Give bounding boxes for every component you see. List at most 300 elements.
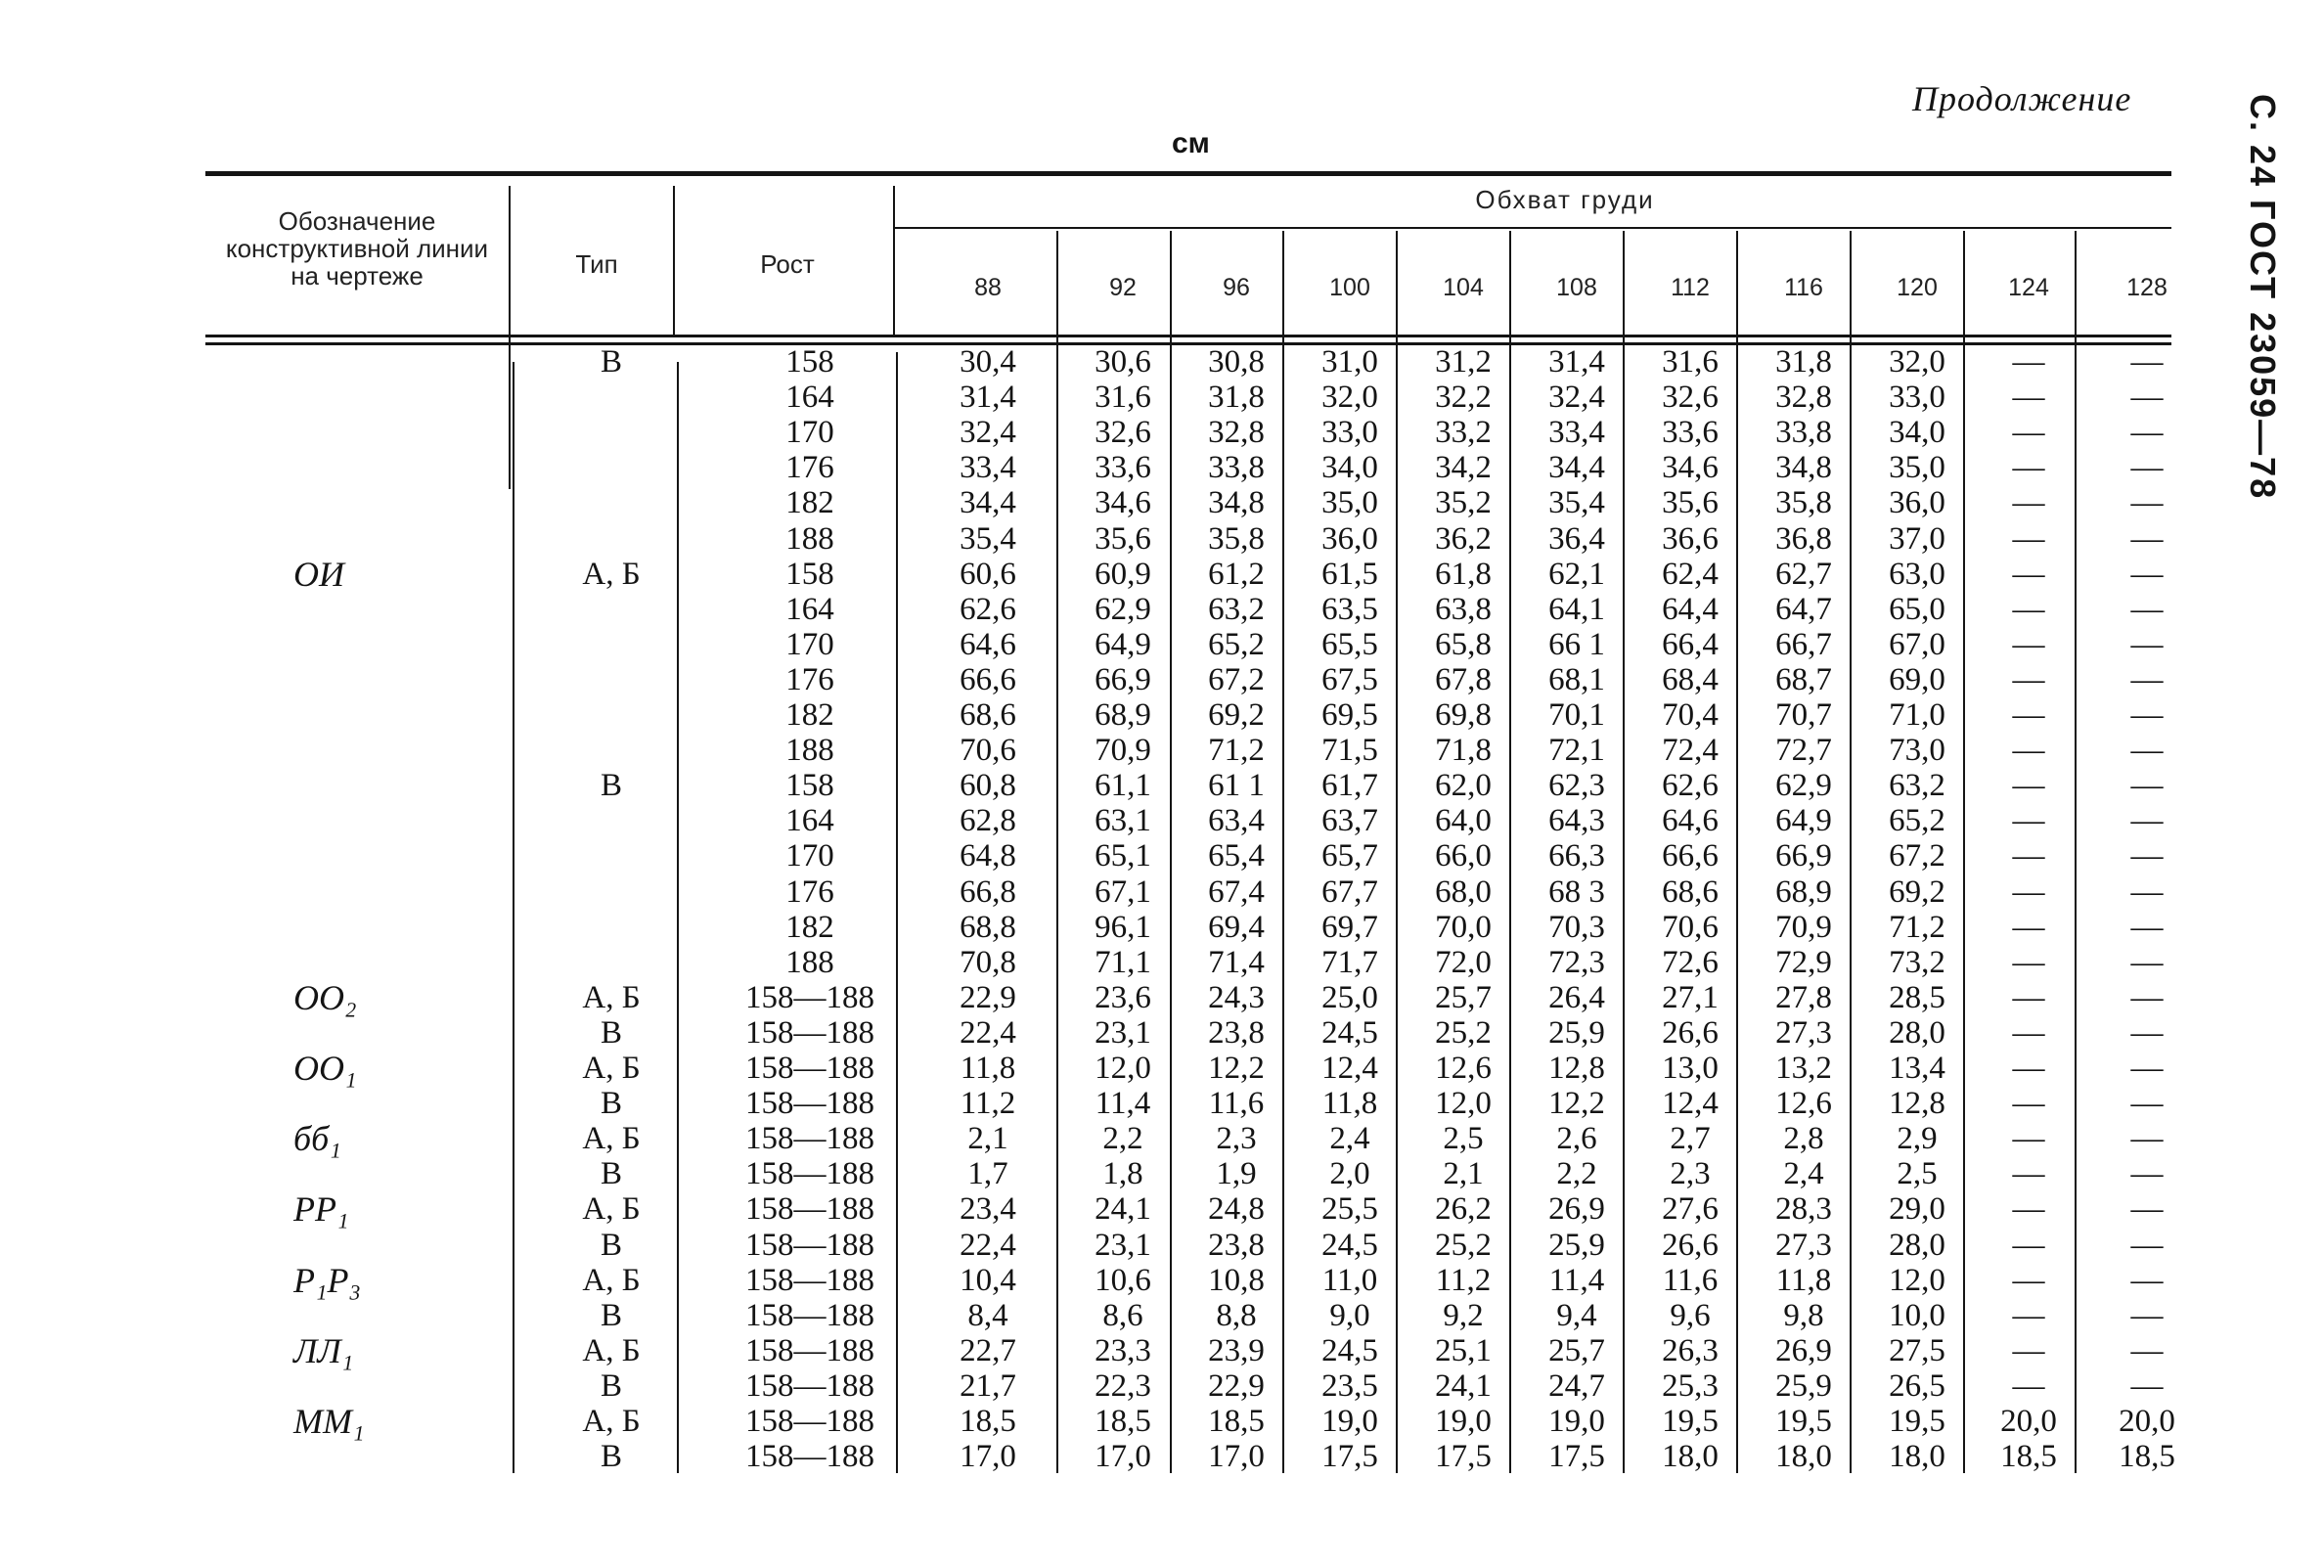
growth-cell: 158—188 [745, 1367, 874, 1404]
growth-cell: 182 [785, 485, 834, 521]
table-row [0, 662, 2191, 697]
table-row [0, 838, 2191, 874]
value-cell: 2,1 [967, 1121, 1008, 1157]
value-cell: 67,5 [1321, 661, 1378, 697]
value-cell: 70,9 [1775, 909, 1832, 945]
value-cell: 11,8 [1321, 1086, 1378, 1122]
value-cell: — [2012, 697, 2045, 733]
value-cell: 27,5 [1889, 1332, 1945, 1368]
value-cell: — [2130, 733, 2164, 769]
value-cell: 35,0 [1321, 485, 1378, 521]
value-cell: 12,8 [1548, 1051, 1605, 1086]
table-top-rule [205, 171, 2171, 176]
value-cell: 62,7 [1775, 556, 1832, 592]
value-cell: 72,0 [1435, 944, 1492, 980]
value-cell: 33,2 [1435, 415, 1492, 451]
value-cell: — [2130, 556, 2164, 592]
type-cell: А, Б [582, 1121, 641, 1157]
value-cell: — [2130, 838, 2164, 874]
header-growth: Рост [760, 249, 815, 279]
type-cell: В [600, 1227, 622, 1263]
type-cell: В [600, 1297, 622, 1333]
value-cell: 60,9 [1095, 556, 1151, 592]
value-cell: 33,0 [1321, 415, 1378, 451]
value-cell: 35,6 [1662, 485, 1719, 521]
value-cell: 33,4 [1548, 415, 1605, 451]
value-cell: 26,6 [1662, 1014, 1719, 1051]
growth-cell: 182 [785, 697, 834, 733]
value-cell: 68,9 [1775, 874, 1832, 910]
table-row [0, 627, 2191, 662]
value-cell: 25,7 [1548, 1332, 1605, 1368]
table-row [0, 803, 2191, 838]
value-cell: 9,4 [1556, 1297, 1597, 1333]
value-cell: 22,3 [1095, 1367, 1151, 1404]
table-row [0, 768, 2191, 803]
value-cell: 11,6 [1208, 1086, 1265, 1122]
value-cell: — [2130, 1227, 2164, 1263]
value-cell: 63,4 [1208, 803, 1265, 839]
value-cell: 37,0 [1889, 520, 1945, 557]
type-cell: В [600, 1014, 622, 1051]
value-cell: 28,0 [1889, 1014, 1945, 1051]
value-cell: 33,6 [1095, 450, 1151, 486]
line-designation: ОО₂ [293, 977, 357, 1017]
growth-cell: 158—188 [745, 1227, 874, 1263]
value-cell: 68,9 [1095, 697, 1151, 733]
value-cell: 31,4 [1548, 344, 1605, 380]
value-cell: 31,6 [1662, 344, 1719, 380]
type-cell: В [600, 1367, 622, 1404]
value-cell: 63,5 [1321, 591, 1378, 627]
unit-label: см [1172, 127, 1210, 159]
value-cell: — [2012, 344, 2045, 380]
value-cell: 23,5 [1321, 1367, 1378, 1404]
value-cell: 22,7 [960, 1332, 1016, 1368]
value-cell: 25,9 [1548, 1227, 1605, 1263]
value-cell: — [2130, 1156, 2164, 1192]
value-cell: 69,5 [1321, 697, 1378, 733]
growth-cell: 188 [785, 520, 834, 557]
growth-cell: 182 [785, 909, 834, 945]
value-cell: 24,5 [1321, 1014, 1378, 1051]
value-cell: 67,2 [1889, 838, 1945, 874]
value-cell: 36,0 [1321, 520, 1378, 557]
value-cell: 72,3 [1548, 944, 1605, 980]
value-cell: 11,0 [1321, 1262, 1378, 1298]
table-row [0, 945, 2191, 980]
value-cell: 12,2 [1208, 1051, 1265, 1086]
value-cell: — [2012, 944, 2045, 980]
table-row [0, 1439, 2191, 1474]
value-cell: 60,6 [960, 556, 1016, 592]
value-cell: 18,0 [1889, 1439, 1945, 1475]
value-cell: 68,8 [960, 909, 1016, 945]
value-cell: 62,8 [960, 803, 1016, 839]
value-cell: 27,8 [1775, 979, 1832, 1015]
value-cell: 18,0 [1775, 1439, 1832, 1475]
value-cell: 18,5 [960, 1404, 1016, 1439]
value-cell: 25,5 [1321, 1191, 1378, 1228]
table-row [0, 380, 2191, 415]
value-cell: 19,5 [1889, 1404, 1945, 1439]
table-row [0, 1015, 2191, 1051]
value-cell: 24,7 [1548, 1367, 1605, 1404]
value-cell: — [2130, 485, 2164, 521]
value-cell: 61,2 [1208, 556, 1265, 592]
value-cell: 66,6 [960, 661, 1016, 697]
value-cell: 61,7 [1321, 768, 1378, 804]
growth-cell: 158—188 [745, 1121, 874, 1157]
value-cell: — [2012, 979, 2045, 1015]
value-cell: 1,7 [967, 1156, 1008, 1192]
value-cell: 65,4 [1208, 838, 1265, 874]
value-cell: 70,6 [960, 733, 1016, 769]
type-cell: В [600, 344, 622, 380]
value-cell: 10,0 [1889, 1297, 1945, 1333]
value-cell: 32,2 [1435, 380, 1492, 416]
chest-size-header: 92 [1109, 274, 1137, 301]
type-cell: А, Б [582, 1191, 641, 1228]
value-cell: 34,0 [1889, 415, 1945, 451]
table-row [0, 1086, 2191, 1121]
table-row [0, 733, 2191, 768]
growth-cell: 158—188 [745, 1156, 874, 1192]
table-row [0, 697, 2191, 733]
value-cell: 67,8 [1435, 661, 1492, 697]
value-cell: 36,0 [1889, 485, 1945, 521]
value-cell: 23,4 [960, 1191, 1016, 1228]
table-row [0, 521, 2191, 557]
value-cell: 32,4 [960, 415, 1016, 451]
header-type: Тип [575, 249, 618, 279]
value-cell: — [2012, 1367, 2045, 1404]
growth-cell: 158 [785, 344, 834, 380]
type-cell: В [600, 1156, 622, 1192]
value-cell: 34,6 [1662, 450, 1719, 486]
value-cell: — [2130, 415, 2164, 451]
table-row [0, 1330, 2191, 1370]
table-row [0, 977, 2191, 1017]
value-cell: 30,4 [960, 344, 1016, 380]
growth-cell: 170 [785, 838, 834, 874]
value-cell: — [2130, 344, 2164, 380]
value-cell: — [2012, 733, 2045, 769]
value-cell: — [2012, 520, 2045, 557]
value-cell: 73,2 [1889, 944, 1945, 980]
value-cell: 63,2 [1889, 768, 1945, 804]
value-cell: 65,7 [1321, 838, 1378, 874]
value-cell: 61 1 [1208, 768, 1265, 804]
value-cell: — [2130, 909, 2164, 945]
growth-cell: 158—188 [745, 979, 874, 1015]
value-cell: 2,6 [1556, 1121, 1597, 1157]
value-cell: 30,6 [1095, 344, 1151, 380]
value-cell: 2,2 [1102, 1121, 1143, 1157]
value-cell: 21,7 [960, 1367, 1016, 1404]
value-cell: 11,2 [1435, 1262, 1492, 1298]
value-cell: 62,3 [1548, 768, 1605, 804]
value-cell: 66,8 [960, 874, 1016, 910]
value-cell: — [2130, 768, 2164, 804]
value-cell: 65,5 [1321, 626, 1378, 662]
growth-cell: 158—188 [745, 1051, 874, 1086]
value-cell: — [2130, 1121, 2164, 1157]
value-cell: 18,5 [2119, 1439, 2175, 1475]
value-cell: 64,0 [1435, 803, 1492, 839]
table-row [0, 1051, 2191, 1086]
value-cell: 12,0 [1435, 1086, 1492, 1122]
value-cell: 65,2 [1889, 803, 1945, 839]
header-chest: Обхват груди [1475, 185, 1655, 214]
value-cell: — [2012, 838, 2045, 874]
type-cell: А, Б [582, 979, 641, 1015]
table-row [0, 1368, 2191, 1404]
value-cell: 70,8 [960, 944, 1016, 980]
value-cell: 64,9 [1775, 803, 1832, 839]
value-cell: 12,6 [1775, 1086, 1832, 1122]
value-cell: 32,0 [1889, 344, 1945, 380]
value-cell: 70,9 [1095, 733, 1151, 769]
line-designation: ОИ [293, 554, 344, 594]
value-cell: 33,8 [1775, 415, 1832, 451]
value-cell: 63,2 [1208, 591, 1265, 627]
value-cell: 26,2 [1435, 1191, 1492, 1228]
value-cell: 32,8 [1208, 415, 1265, 451]
table-row [0, 1260, 2191, 1300]
value-cell: 33,0 [1889, 380, 1945, 416]
value-cell: 18,0 [1662, 1439, 1719, 1475]
value-cell: 31,0 [1321, 344, 1378, 380]
value-cell: 65,2 [1208, 626, 1265, 662]
value-cell: 31,8 [1208, 380, 1265, 416]
value-cell: — [2012, 1086, 2045, 1122]
value-cell: 69,4 [1208, 909, 1265, 945]
value-cell: 24,1 [1095, 1191, 1151, 1228]
type-cell: А, Б [582, 556, 641, 592]
value-cell: 2,3 [1670, 1156, 1711, 1192]
chest-size-header: 96 [1223, 274, 1250, 301]
value-cell: 62,6 [1662, 768, 1719, 804]
value-cell: 18,5 [2000, 1439, 2057, 1475]
value-cell: 2,5 [1897, 1156, 1938, 1192]
value-cell: 68,7 [1775, 661, 1832, 697]
value-cell: 69,8 [1435, 697, 1492, 733]
value-cell: 11,2 [960, 1086, 1016, 1122]
value-cell: — [2012, 591, 2045, 627]
table-row [0, 910, 2191, 945]
value-cell: 25,0 [1321, 979, 1378, 1015]
value-cell: 13,2 [1775, 1051, 1832, 1086]
value-cell: — [2012, 1297, 2045, 1333]
type-cell: А, Б [582, 1404, 641, 1439]
value-cell: 34,4 [960, 485, 1016, 521]
value-cell: 68,4 [1662, 661, 1719, 697]
value-cell: 68,6 [1662, 874, 1719, 910]
value-cell: 28,5 [1889, 979, 1945, 1015]
value-cell: 72,7 [1775, 733, 1832, 769]
value-cell: 17,0 [1095, 1439, 1151, 1475]
value-cell: 36,4 [1548, 520, 1605, 557]
value-cell: — [2130, 1051, 2164, 1086]
growth-cell: 158—188 [745, 1439, 874, 1475]
growth-cell: 158—188 [745, 1086, 874, 1122]
value-cell: 34,8 [1208, 485, 1265, 521]
value-cell: 9,6 [1670, 1297, 1711, 1333]
value-cell: 66,9 [1775, 838, 1832, 874]
value-cell: 31,8 [1775, 344, 1832, 380]
chest-subheader-rule [895, 227, 2171, 229]
value-cell: 9,8 [1783, 1297, 1824, 1333]
value-cell: 30,8 [1208, 344, 1265, 380]
value-cell: 19,0 [1435, 1404, 1492, 1439]
value-cell: 1,8 [1102, 1156, 1143, 1192]
value-cell: 19,0 [1548, 1404, 1605, 1439]
value-cell: 96,1 [1095, 909, 1151, 945]
value-cell: 28,0 [1889, 1227, 1945, 1263]
value-cell: — [2130, 1332, 2164, 1368]
value-cell: 13,0 [1662, 1051, 1719, 1086]
type-cell: В [600, 1439, 622, 1475]
value-cell: — [2130, 450, 2164, 486]
value-cell: 22,4 [960, 1227, 1016, 1263]
value-cell: 62,9 [1775, 768, 1832, 804]
chest-size-header: 104 [1443, 274, 1484, 301]
value-cell: — [2130, 697, 2164, 733]
chest-size-header: 120 [1897, 274, 1938, 301]
value-cell: 61,8 [1435, 556, 1492, 592]
value-cell: 66,4 [1662, 626, 1719, 662]
value-cell: 12,6 [1435, 1051, 1492, 1086]
value-cell: 25,2 [1435, 1014, 1492, 1051]
value-cell: 2,8 [1783, 1121, 1824, 1157]
col-divider-growth [893, 186, 895, 337]
value-cell: 23,1 [1095, 1014, 1151, 1051]
chest-size-header: 88 [974, 274, 1002, 301]
table-row [0, 1404, 2191, 1439]
line-designation: РР₁ [293, 1189, 349, 1230]
value-cell: — [2012, 626, 2045, 662]
value-cell: 67,1 [1095, 874, 1151, 910]
chest-size-header: 112 [1671, 274, 1710, 301]
value-cell: 8,4 [967, 1297, 1008, 1333]
value-cell: 32,8 [1775, 380, 1832, 416]
value-cell: 66,3 [1548, 838, 1605, 874]
value-cell: 70,3 [1548, 909, 1605, 945]
value-cell: 26,3 [1662, 1332, 1719, 1368]
growth-cell: 164 [785, 591, 834, 627]
value-cell: 70,0 [1435, 909, 1492, 945]
value-cell: 34,8 [1775, 450, 1832, 486]
value-cell: 1,9 [1216, 1156, 1257, 1192]
value-cell: 70,7 [1775, 697, 1832, 733]
value-cell: 62,0 [1435, 768, 1492, 804]
value-cell: — [2130, 520, 2164, 557]
value-cell: 18,5 [1095, 1404, 1151, 1439]
value-cell: 68,6 [960, 697, 1016, 733]
value-cell: 33,6 [1662, 415, 1719, 451]
value-cell: — [2012, 556, 2045, 592]
value-cell: — [2012, 450, 2045, 486]
value-cell: 62,6 [960, 591, 1016, 627]
value-cell: 72,9 [1775, 944, 1832, 980]
value-cell: 22,9 [960, 979, 1016, 1015]
value-cell: 69,2 [1889, 874, 1945, 910]
value-cell: 62,1 [1548, 556, 1605, 592]
table-row [0, 874, 2191, 910]
growth-cell: 158 [785, 768, 834, 804]
value-cell: — [2012, 1262, 2045, 1298]
value-cell: 10,6 [1095, 1262, 1151, 1298]
value-cell: 2,9 [1897, 1121, 1938, 1157]
value-cell: 12,8 [1889, 1086, 1945, 1122]
chest-size-header: 100 [1329, 274, 1370, 301]
value-cell: 67,7 [1321, 874, 1378, 910]
value-cell: 63,0 [1889, 556, 1945, 592]
chest-size-header: 124 [2008, 274, 2049, 301]
value-cell: 25,3 [1662, 1367, 1719, 1404]
value-cell: 66,6 [1662, 838, 1719, 874]
value-cell: 63,7 [1321, 803, 1378, 839]
value-cell: 2,7 [1670, 1121, 1711, 1157]
value-cell: — [2012, 661, 2045, 697]
type-cell: А, Б [582, 1262, 641, 1298]
value-cell: — [2012, 415, 2045, 451]
value-cell: 31,4 [960, 380, 1016, 416]
value-cell: 32,6 [1662, 380, 1719, 416]
value-cell: 64,7 [1775, 591, 1832, 627]
col-divider-type [673, 186, 675, 337]
value-cell: 19,5 [1775, 1404, 1832, 1439]
value-cell: — [2130, 1191, 2164, 1228]
value-cell: 28,3 [1775, 1191, 1832, 1228]
value-cell: 61,1 [1095, 768, 1151, 804]
growth-cell: 158 [785, 556, 834, 592]
value-cell: — [2130, 626, 2164, 662]
value-cell: — [2130, 380, 2164, 416]
value-cell: 17,5 [1321, 1439, 1378, 1475]
value-cell: 72,1 [1548, 733, 1605, 769]
growth-cell: 158—188 [745, 1404, 874, 1439]
value-cell: 8,8 [1216, 1297, 1257, 1333]
value-cell: 64,9 [1095, 626, 1151, 662]
growth-cell: 176 [785, 874, 834, 910]
growth-cell: 188 [785, 733, 834, 769]
value-cell: 27,3 [1775, 1227, 1832, 1263]
value-cell: — [2012, 1227, 2045, 1263]
value-cell: 22,4 [960, 1014, 1016, 1051]
value-cell: 67,0 [1889, 626, 1945, 662]
chest-size-header: 116 [1784, 274, 1823, 301]
value-cell: 25,7 [1435, 979, 1492, 1015]
value-cell: 20,0 [2000, 1404, 2057, 1439]
value-cell: 68 3 [1548, 874, 1605, 910]
value-cell: 35,2 [1435, 485, 1492, 521]
value-cell: 2,0 [1329, 1156, 1370, 1192]
value-cell: 18,5 [1208, 1404, 1265, 1439]
value-cell: 11,4 [1095, 1086, 1151, 1122]
value-cell: — [2012, 485, 2045, 521]
value-cell: 73,0 [1889, 733, 1945, 769]
table-row [0, 415, 2191, 450]
value-cell: 19,5 [1662, 1404, 1719, 1439]
value-cell: 19,0 [1321, 1404, 1378, 1439]
value-cell: 32,6 [1095, 415, 1151, 451]
value-cell: 63,1 [1095, 803, 1151, 839]
value-cell: 17,0 [1208, 1439, 1265, 1475]
line-designation: ОО₁ [293, 1049, 357, 1088]
line-designation: Р₁Р₃ [293, 1260, 362, 1300]
